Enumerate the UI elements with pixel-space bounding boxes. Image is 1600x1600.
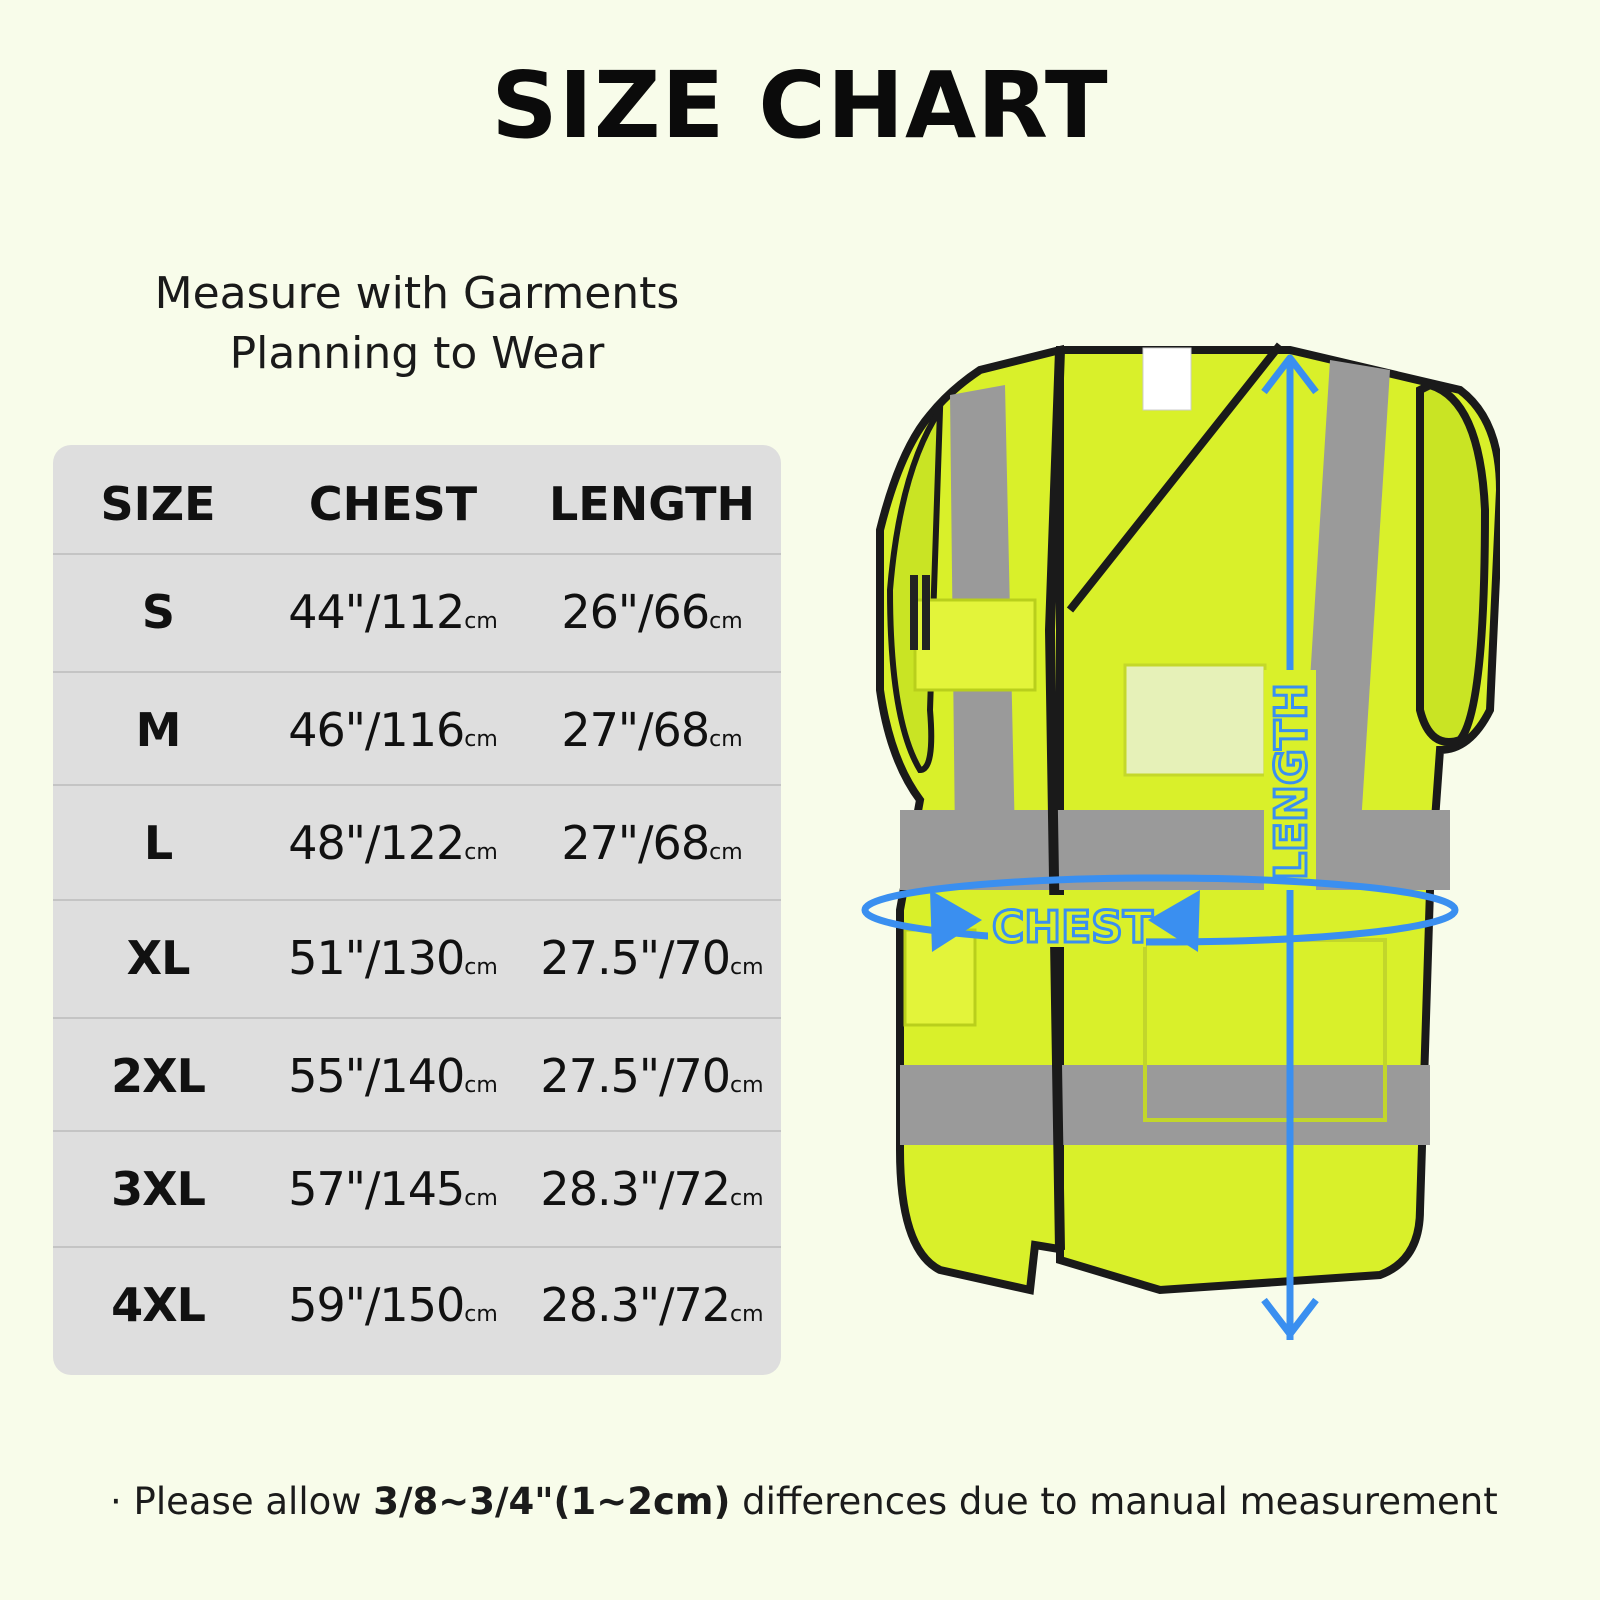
unit-label: cm bbox=[464, 1302, 498, 1327]
table-row bbox=[53, 784, 781, 902]
length-cell bbox=[523, 553, 781, 671]
size-cell-value: XL bbox=[126, 931, 190, 985]
table-row bbox=[53, 671, 781, 789]
subtitle-line-2: Planning to Wear bbox=[229, 328, 605, 379]
size-cell-value: S bbox=[141, 585, 175, 639]
chest-cell-value: 59"/150 bbox=[288, 1278, 465, 1332]
size-cell-value: 4XL bbox=[111, 1278, 205, 1332]
chest-cell-value: 44"/112 bbox=[288, 585, 465, 639]
chest-cell-value: 57"/145 bbox=[288, 1162, 465, 1216]
size-cell bbox=[53, 671, 263, 789]
id-pocket bbox=[1125, 665, 1265, 775]
chest-cell bbox=[263, 671, 523, 789]
length-cell-value: 27.5"/70 bbox=[540, 1049, 731, 1103]
unit-label: cm bbox=[730, 955, 764, 980]
chest-cell-value: 51"/130 bbox=[288, 931, 465, 985]
unit-label: cm bbox=[464, 727, 498, 752]
chest-cell bbox=[263, 899, 523, 1017]
unit-label: cm bbox=[709, 727, 743, 752]
header-chest: CHEST bbox=[308, 477, 478, 531]
lower-reflective-band bbox=[900, 1065, 1430, 1145]
size-cell bbox=[53, 553, 263, 671]
table-header-row bbox=[53, 445, 781, 563]
note-emphasis: 3/8~3/4"(1~2cm) bbox=[373, 1480, 731, 1523]
unit-label: cm bbox=[464, 955, 498, 980]
chest-cell-value: 46"/116 bbox=[288, 703, 465, 757]
chest-cell bbox=[263, 1130, 523, 1248]
header-length: LENGTH bbox=[548, 477, 756, 531]
size-table bbox=[53, 445, 781, 1375]
length-label: LENGTH bbox=[1266, 682, 1317, 880]
size-cell bbox=[53, 1246, 263, 1364]
note-suffix: differences due to manual measurement bbox=[730, 1480, 1498, 1523]
size-cell-value: M bbox=[135, 703, 181, 757]
size-cell bbox=[53, 1130, 263, 1248]
note-bullet: · bbox=[110, 1480, 122, 1523]
table-row bbox=[53, 1246, 781, 1364]
length-cell-value: 26"/66 bbox=[561, 585, 710, 639]
length-cell bbox=[523, 1130, 781, 1248]
length-cell-value: 27"/68 bbox=[561, 816, 710, 870]
subtitle bbox=[52, 264, 782, 384]
size-cell bbox=[53, 899, 263, 1017]
length-cell-value: 28.3"/72 bbox=[540, 1162, 731, 1216]
size-cell-value: 2XL bbox=[111, 1049, 205, 1103]
table-row bbox=[53, 899, 781, 1017]
length-cell bbox=[523, 1246, 781, 1364]
size-cell-value: L bbox=[143, 816, 173, 870]
unit-label: cm bbox=[464, 840, 498, 865]
length-cell-value: 28.3"/72 bbox=[540, 1278, 731, 1332]
unit-label: cm bbox=[709, 609, 743, 634]
size-cell bbox=[53, 1017, 263, 1135]
chest-cell-value: 55"/140 bbox=[288, 1049, 465, 1103]
chest-cell bbox=[263, 1246, 523, 1364]
table-row bbox=[53, 1017, 781, 1135]
note-prefix: Please allow bbox=[133, 1480, 374, 1523]
length-cell-value: 27.5"/70 bbox=[540, 931, 731, 985]
unit-label: cm bbox=[464, 1186, 498, 1211]
table-row bbox=[53, 1130, 781, 1248]
page-title: SIZE CHART bbox=[491, 52, 1109, 159]
vest-diagram bbox=[860, 330, 1500, 1410]
measurement-note bbox=[110, 1480, 1570, 1523]
subtitle-line-1: Measure with Garments bbox=[154, 268, 680, 319]
length-cell bbox=[523, 899, 781, 1017]
unit-label: cm bbox=[464, 1073, 498, 1098]
length-cell-value: 27"/68 bbox=[561, 703, 710, 757]
vest-illustration bbox=[860, 330, 1500, 1410]
unit-label: cm bbox=[730, 1302, 764, 1327]
length-cell bbox=[523, 671, 781, 789]
chest-cell bbox=[263, 1017, 523, 1135]
length-cell bbox=[523, 1017, 781, 1135]
unit-label: cm bbox=[730, 1186, 764, 1211]
care-label bbox=[1143, 348, 1191, 410]
chest-label: CHEST bbox=[992, 902, 1153, 953]
chest-cell-value: 48"/122 bbox=[288, 816, 465, 870]
table-row bbox=[53, 553, 781, 671]
unit-label: cm bbox=[709, 840, 743, 865]
unit-label: cm bbox=[464, 609, 498, 634]
size-cell bbox=[53, 784, 263, 902]
header-size: SIZE bbox=[100, 477, 216, 531]
chest-pocket bbox=[915, 600, 1035, 690]
chest-cell bbox=[263, 784, 523, 902]
chest-cell bbox=[263, 553, 523, 671]
length-cell bbox=[523, 784, 781, 902]
size-cell-value: 3XL bbox=[111, 1162, 205, 1216]
unit-label: cm bbox=[730, 1073, 764, 1098]
